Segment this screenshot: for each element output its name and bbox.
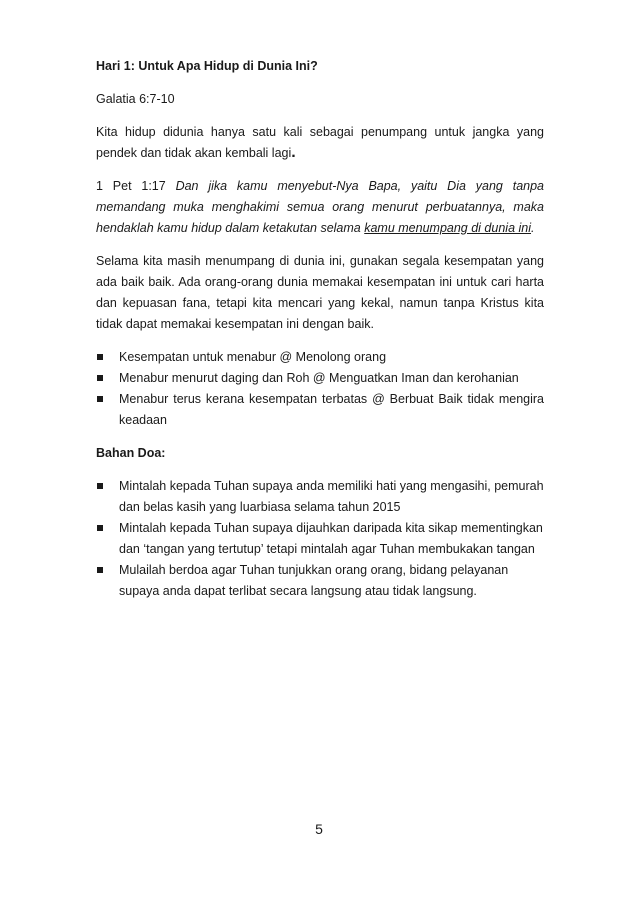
square-bullet-icon xyxy=(97,354,103,360)
square-bullet-icon xyxy=(97,567,103,573)
prayer-list xyxy=(96,476,544,602)
list-item-text: Mulailah berdoa agar Tuhan tunjukkan orang orang, bidang pelayanan supaya anda dapat terlibat secara langsung atau tidak langsung. xyxy=(119,563,509,598)
list-item-text: Menabur terus kerana kesempatan terbatas @ Berbuat Baik tidak mengira keadaan xyxy=(119,392,544,427)
list-item xyxy=(96,518,544,560)
list-item xyxy=(96,368,544,389)
square-bullet-icon xyxy=(97,525,103,531)
list-item xyxy=(96,389,544,431)
list-item-text: Menabur menurut daging dan Roh @ Menguatkan Iman dan kerohanian xyxy=(119,371,519,385)
verse-italic-text: Dan jika kamu menyebut-Nya Bapa, yaitu Dia yang tanpa memandang muka menghakimi semua orang menurut perbuatannya, maka hendaklah kamu hidup dalam ketakutan selama xyxy=(96,179,544,235)
list-item-text: Kesempatan untuk menabur @ Menolong orang xyxy=(119,350,387,364)
document-page xyxy=(96,56,544,614)
day-title: Hari 1: Untuk Apa Hidup di Dunia Ini? xyxy=(96,59,318,73)
scripture-reference: Galatia 6:7-10 xyxy=(96,92,175,106)
prayer-heading: Bahan Doa: xyxy=(96,446,166,460)
list-item xyxy=(96,476,544,518)
intro-period: . xyxy=(291,144,296,161)
square-bullet-icon xyxy=(97,375,103,381)
points-list xyxy=(96,347,544,431)
verse-underlined-text: kamu menumpang di dunia ini xyxy=(364,221,532,235)
page-number: 5 xyxy=(315,821,323,837)
intro-paragraph xyxy=(96,122,544,164)
list-item xyxy=(96,347,544,368)
intro-text: Kita hidup didunia hanya satu kali sebagai penumpang untuk jangka yang pendek dan tidak akan kembali lagi xyxy=(96,125,544,160)
list-item xyxy=(96,560,544,602)
square-bullet-icon xyxy=(97,396,103,402)
square-bullet-icon xyxy=(97,483,103,489)
list-item-text: Mintalah kepada Tuhan supaya anda memiliki hati yang mengasihi, pemurah dan belas kasih yang luarbiasa selama tahun 2015 xyxy=(119,479,544,514)
verse-ref: 1 Pet 1:17 xyxy=(96,179,176,193)
verse-quote xyxy=(96,176,544,239)
body-paragraph: Selama kita masih menumpang di dunia ini, gunakan segala kesempatan yang ada baik baik. Ada orang-orang dunia memakai kesempatan ini untuk cari harta dan kepuasan fana, tetapi kita mencari yang kekal, namun tanpa Kristus kita tidak dapat memakai kesempatan ini dengan baik. xyxy=(96,254,544,331)
verse-end: . xyxy=(531,221,535,235)
list-item-text: Mintalah kepada Tuhan supaya dijauhkan daripada kita sikap mementingkan dan ‘tangan yang tertutup’ tetapi mintalah agar Tuhan membukakan tangan xyxy=(119,521,543,556)
